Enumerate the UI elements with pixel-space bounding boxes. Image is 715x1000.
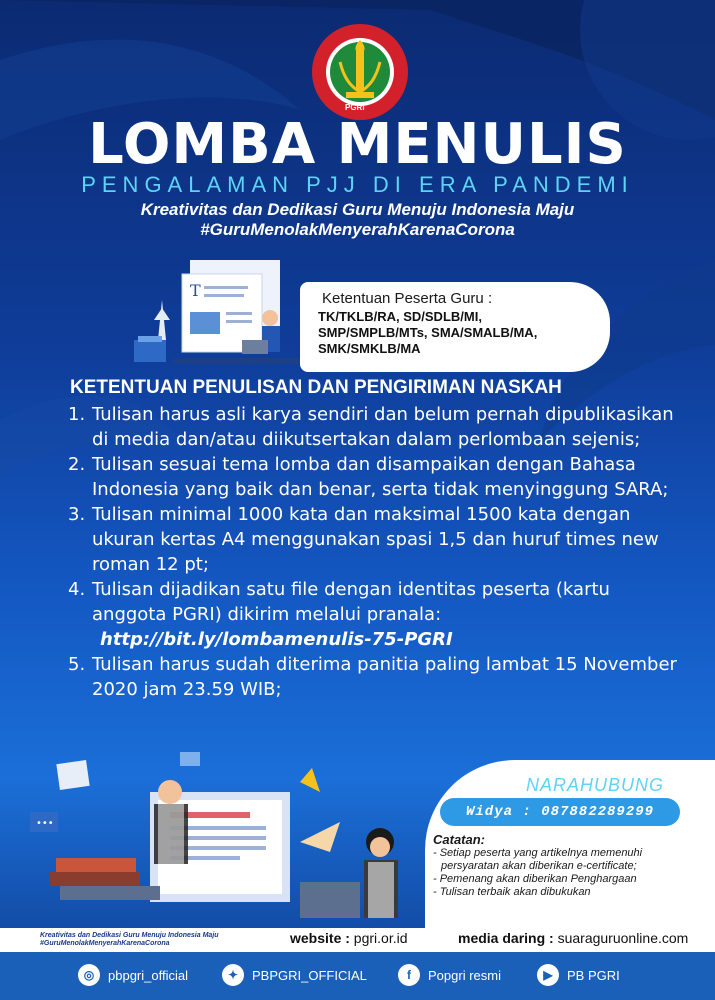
rule-number: 3. bbox=[68, 504, 86, 525]
tagline-hashtag: #GuruMenolakMenyerahKarenaCorona bbox=[200, 220, 515, 239]
facebook-icon: f bbox=[398, 964, 420, 986]
media-link[interactable]: suaraguruonline.com bbox=[557, 930, 689, 946]
submission-link[interactable]: http://bit.ly/lombamenulis-75-PGRI bbox=[100, 629, 453, 650]
rule-item bbox=[68, 577, 688, 652]
notes-item: - Tulisan terbaik akan dibukukan bbox=[433, 886, 591, 898]
header-tagline bbox=[0, 200, 715, 240]
media-info bbox=[458, 930, 688, 946]
notes-item: persyaratan akan diberikan e-certificate; bbox=[441, 860, 637, 872]
social-youtube[interactable] bbox=[537, 964, 620, 986]
social-facebook[interactable] bbox=[398, 964, 501, 986]
rule-item bbox=[68, 502, 688, 577]
rule-item bbox=[68, 402, 688, 452]
notes-item: - Setiap peserta yang artikelnya memenuhi bbox=[433, 847, 643, 859]
footer-tagline-hashtag: #GuruMenolakMenyerahKarenaCorona bbox=[40, 940, 170, 947]
youtube-icon: ▶ bbox=[537, 964, 559, 986]
social-label: Popgri resmi bbox=[428, 967, 501, 983]
rule-item bbox=[68, 652, 688, 702]
svg-text:•••: ••• bbox=[36, 818, 54, 829]
rule-text: Tulisan harus sudah diterima panitia paling lambat 15 November 2020 jam 23.59 WIB; bbox=[92, 654, 677, 700]
rule-number: 4. bbox=[68, 579, 86, 600]
tagline-line-1: Kreativitas dan Dedikasi Guru Menuju Indonesia Maju bbox=[140, 200, 575, 219]
twitter-icon: ✦ bbox=[222, 964, 244, 986]
participant-requirements-card bbox=[300, 282, 610, 372]
rule-number: 5. bbox=[68, 654, 86, 675]
rules-heading: KETENTUAN PENULISAN DAN PENGIRIMAN NASKAH bbox=[70, 377, 562, 398]
notes-title: Catatan: bbox=[433, 832, 486, 847]
rule-number: 1. bbox=[68, 404, 86, 425]
notes-item: - Pemenang akan diberikan Penghargaan bbox=[433, 873, 637, 885]
rule-text: Tulisan dijadikan satu file dengan identitas peserta (kartu anggota PGRI) dikirim melalui pranala: bbox=[92, 579, 610, 625]
footer-tagline bbox=[40, 932, 280, 948]
rule-text-wrapper bbox=[92, 577, 688, 652]
participant-requirements-list bbox=[318, 309, 600, 357]
teachers-illustration bbox=[30, 752, 430, 932]
rule-text: Tulisan minimal 1000 kata dan maksimal 1500 kata dengan ukuran kertas A4 menggunakan spasi 1,5 dan huruf times new roman 12 pt; bbox=[92, 504, 659, 575]
participant-line: SMP/SMPLB/MTs, SMA/SMALB/MA, bbox=[318, 325, 538, 340]
logo-abbr: PGRI bbox=[345, 103, 365, 112]
participant-line: SMK/SMKLB/MA bbox=[318, 341, 421, 356]
social-twitter[interactable] bbox=[222, 964, 367, 986]
instagram-icon: ◎ bbox=[78, 964, 100, 986]
social-instagram[interactable] bbox=[78, 964, 188, 986]
svg-text:T: T bbox=[190, 281, 201, 300]
logo-ring-text bbox=[0, 0, 1, 1]
rule-text: Tulisan sesuai tema lomba dan disampaikan dengan Bahasa Indonesia yang baik dan benar, serta tidak menyinggung SARA; bbox=[92, 454, 669, 500]
contact-phone[interactable]: Widya : 087882289299 bbox=[440, 798, 680, 826]
website-label: website : bbox=[290, 930, 350, 946]
page-title: LOMBA MENULIS bbox=[88, 112, 627, 177]
website-link[interactable]: pgri.or.id bbox=[353, 930, 408, 946]
social-bar bbox=[0, 952, 715, 1000]
footer-tagline-line: Kreativitas dan Dedikasi Guru Menuju Indonesia Maju bbox=[40, 932, 219, 939]
rule-item bbox=[68, 452, 688, 502]
media-label: media daring : bbox=[458, 930, 554, 946]
social-label: pbpgri_official bbox=[108, 967, 188, 983]
rule-text: Tulisan harus asli karya sendiri dan belum pernah dipublikasikan di media dan/atau diikutsertakan dalam perlombaan sejenis; bbox=[92, 404, 674, 450]
page-subtitle: PENGALAMAN PJJ DI ERA PANDEMI bbox=[81, 172, 634, 197]
rules-list bbox=[68, 402, 688, 702]
social-label: PBPGRI_OFFICIAL bbox=[252, 967, 367, 983]
social-label: PB PGRI bbox=[567, 967, 620, 983]
rule-number: 2. bbox=[68, 454, 86, 475]
website-info bbox=[290, 930, 408, 946]
participant-line: TK/TKLB/RA, SD/SDLB/MI, bbox=[318, 309, 482, 324]
contact-label: NARAHUBUNG bbox=[525, 775, 664, 795]
participant-requirements-title: Ketentuan Peserta Guru : bbox=[322, 290, 493, 307]
notes-section bbox=[433, 832, 703, 899]
